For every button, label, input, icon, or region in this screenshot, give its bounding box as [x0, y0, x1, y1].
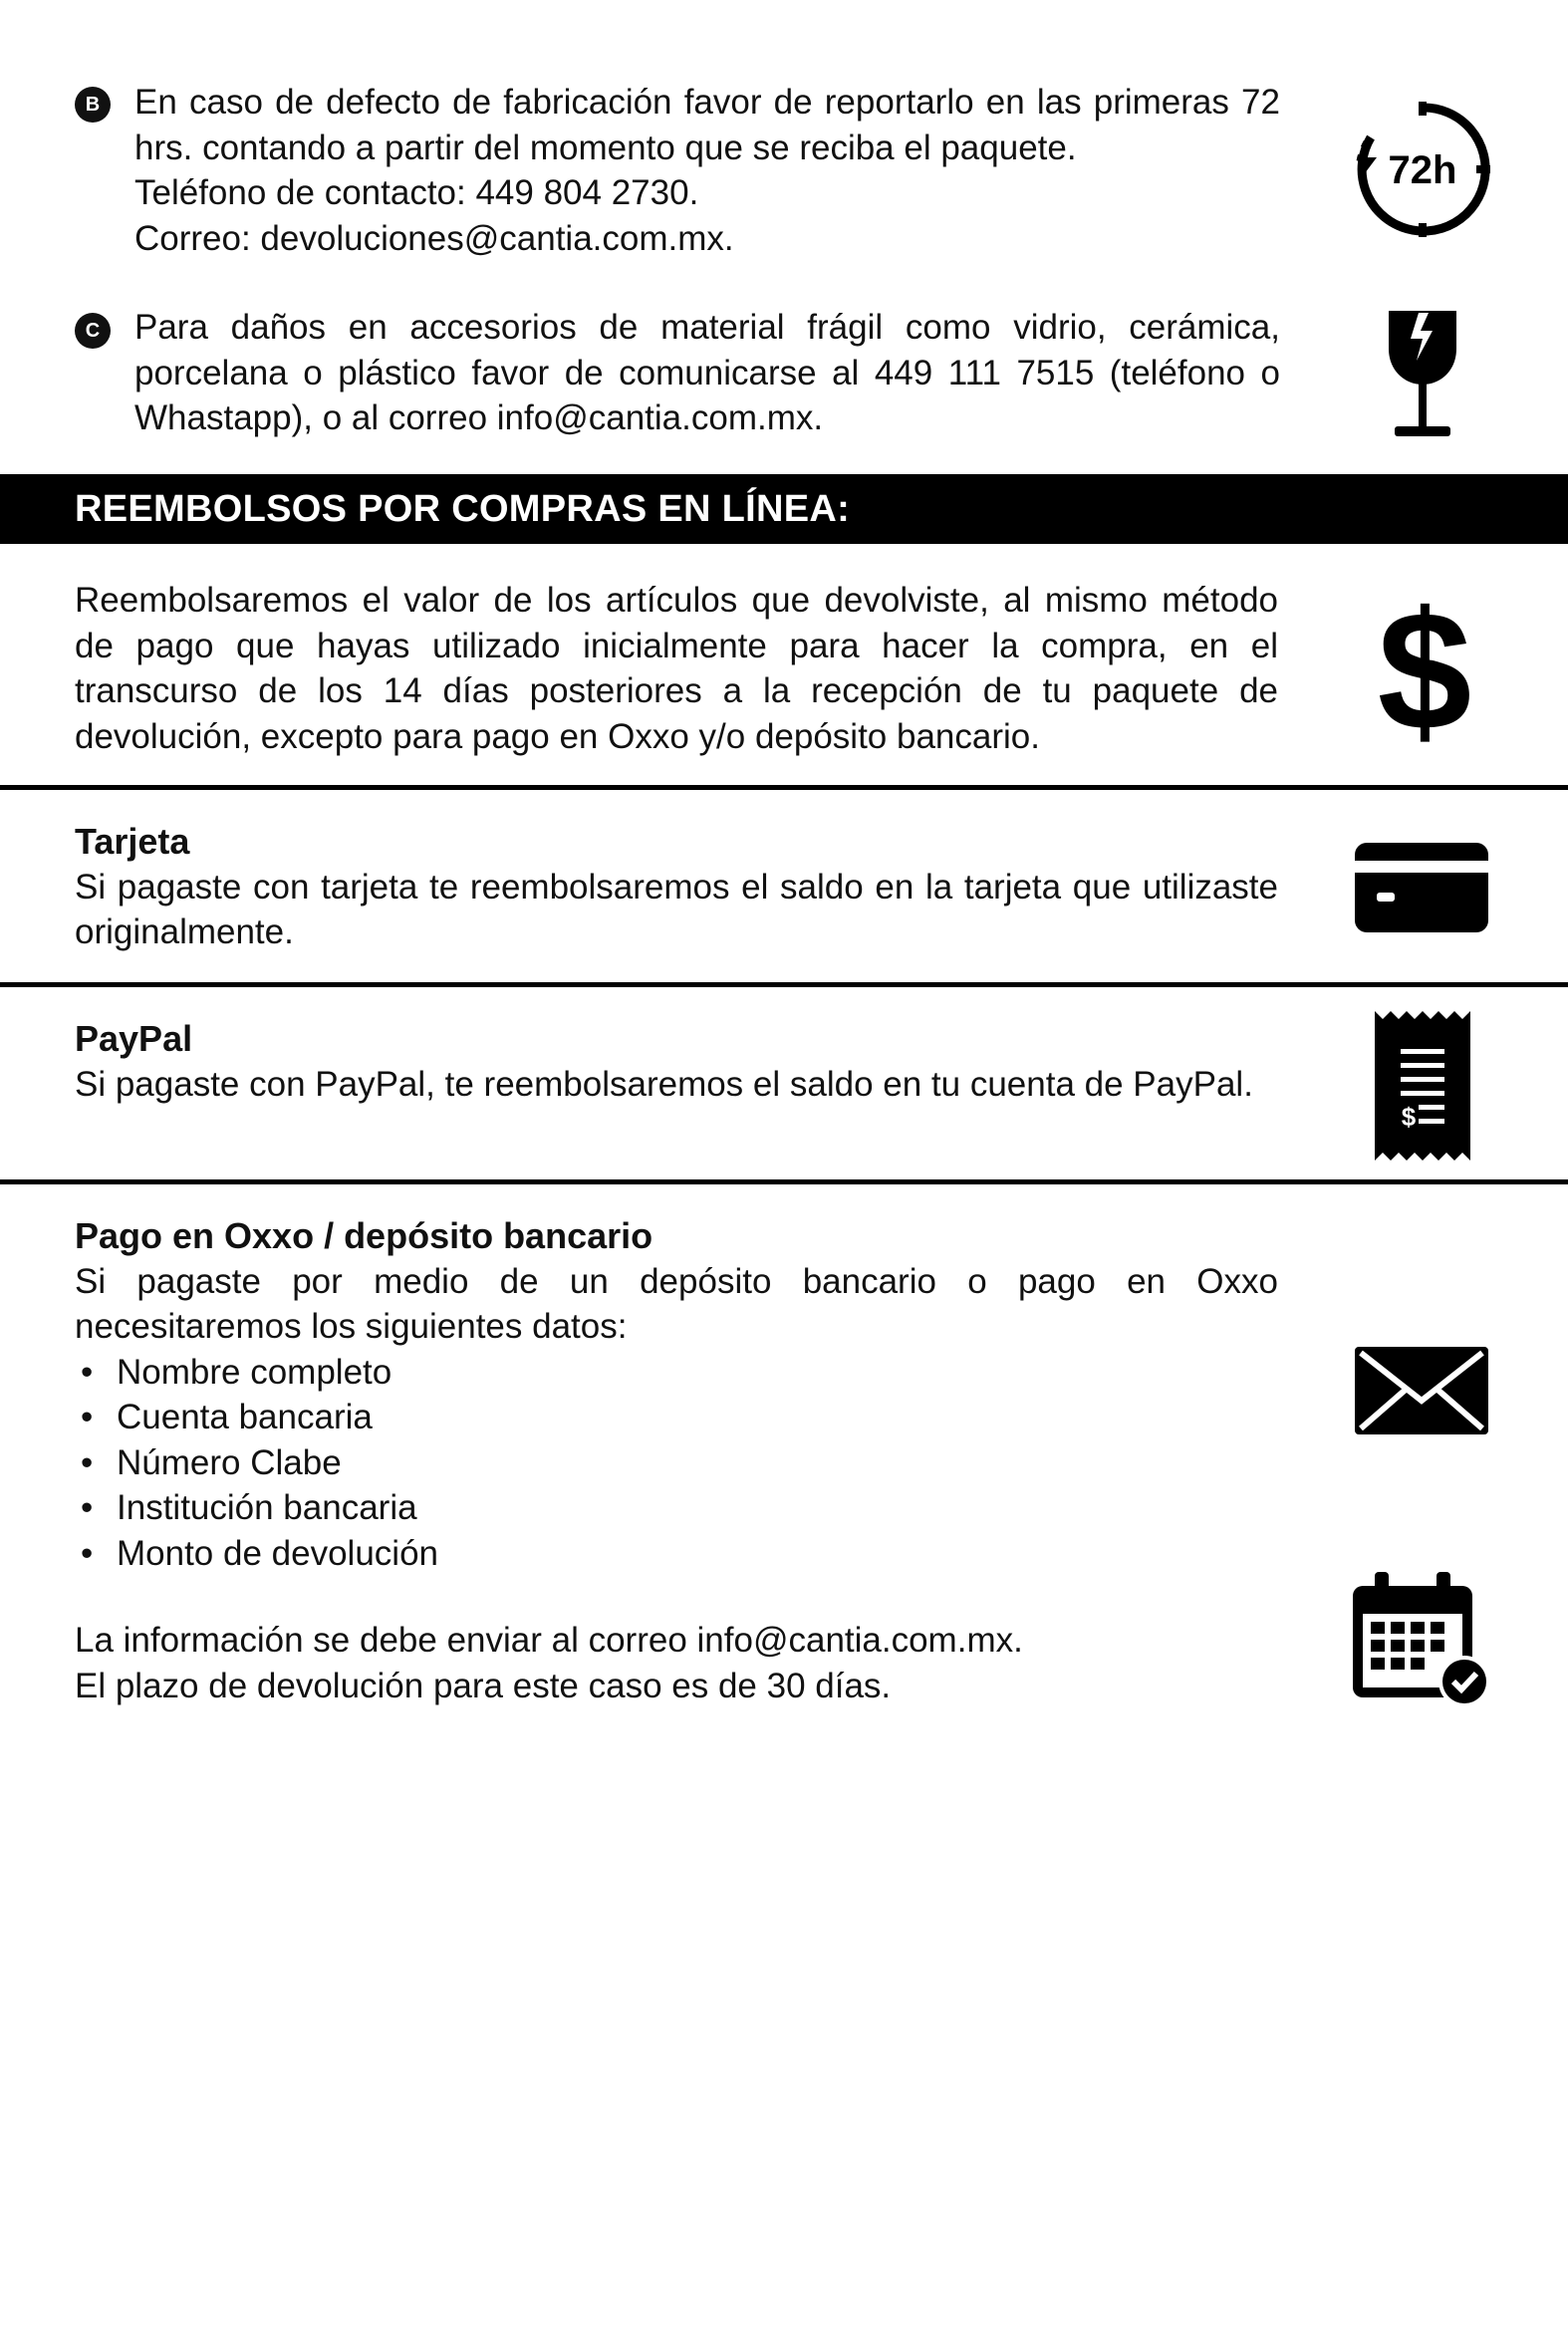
- list-item: • Cuenta bancaria: [75, 1395, 1278, 1440]
- closing-line-2: El plazo de devolución para este caso es de 30 días.: [75, 1666, 892, 1705]
- oxxo-title: Pago en Oxxo / depósito bancario: [75, 1215, 653, 1256]
- refund-paragraph: Reembolsaremos el valor de los artículos que devolviste, al mismo método de pago que hayas utilizado inicialmente para hacer la compra, en el transcurso de los 14 días posteriores a la recepción de tu paquete de devolución, excepto para pago en Oxxo y/o depósito bancario.: [75, 581, 1278, 756]
- divider: [0, 982, 1568, 987]
- svg-text:$: $: [1377, 590, 1472, 749]
- paypal-title: PayPal: [75, 1018, 193, 1059]
- list-item: • Monto de devolución: [75, 1531, 1278, 1577]
- dollar-icon: [1375, 590, 1474, 749]
- oxxo-section: [75, 1213, 1278, 1576]
- item-c-text: Para daños en accesorios de material frágil como vidrio, cerámica, porcelana o plástico favor de comunicarse al 449 111 7515 (teléfono o Whastapp), o al correo info@cantia.com.mx.: [134, 308, 1280, 437]
- clock-72h-icon: [1353, 100, 1492, 239]
- refunds-header-title: REEMBOLSOS POR COMPRAS EN LÍNEA:: [75, 488, 851, 530]
- tarjeta-title: Tarjeta: [75, 821, 190, 862]
- list-item: • Nombre completo: [75, 1350, 1278, 1396]
- receipt-icon: [1375, 1011, 1470, 1161]
- item-b-text: En caso de defecto de fabricación favor de reportarlo en las primeras 72 hrs. contando a partir del momento que se reciba el paquete.: [134, 83, 1280, 167]
- item-b-phone: Teléfono de contacto: 449 804 2730.: [134, 173, 699, 212]
- marker-c: C: [75, 313, 111, 349]
- divider: [0, 1179, 1568, 1184]
- marker-b: B: [75, 87, 111, 123]
- broken-glass-icon: [1383, 309, 1462, 443]
- closing-line-1: La información se debe enviar al correo info@cantia.com.mx.: [75, 1621, 1023, 1660]
- tarjeta-text: Si pagaste con tarjeta te reembolsaremos el saldo en la tarjeta que utilizaste originalmente.: [75, 867, 1278, 951]
- list-item: • Número Clabe: [75, 1440, 1278, 1486]
- oxxo-data-list: [75, 1350, 1278, 1577]
- credit-card-icon: [1355, 843, 1488, 932]
- item-b-block: [134, 80, 1280, 261]
- closing-note: [75, 1618, 1278, 1708]
- tarjeta-section: [75, 819, 1278, 955]
- paypal-section: [75, 1016, 1278, 1107]
- paypal-text: Si pagaste con PayPal, te reembolsaremos el saldo en tu cuenta de PayPal.: [75, 1064, 1253, 1104]
- timer-label: 72h: [1388, 148, 1457, 192]
- divider: [0, 785, 1568, 790]
- oxxo-text: Si pagaste por medio de un depósito bancario o pago en Oxxo necesitaremos los siguientes datos:: [75, 1261, 1278, 1346]
- item-b-email: Correo: devoluciones@cantia.com.mx.: [134, 218, 734, 258]
- refunds-header: [0, 474, 1568, 544]
- calendar-check-icon: [1353, 1572, 1492, 1709]
- list-item: • Institución bancaria: [75, 1485, 1278, 1531]
- svg-text:$: $: [1401, 1102, 1417, 1132]
- envelope-icon: [1355, 1347, 1488, 1434]
